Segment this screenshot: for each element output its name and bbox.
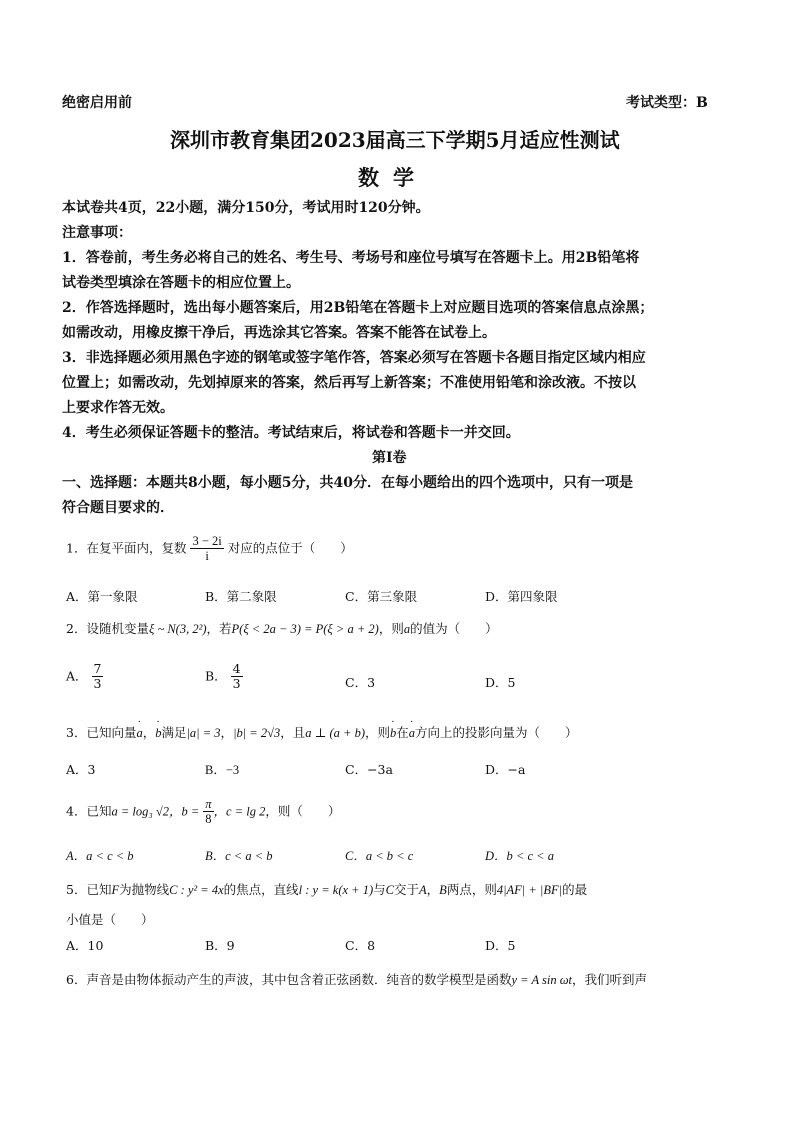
q2-option-b[interactable] [205,662,243,692]
fraction-numerator: 7 [93,661,102,676]
vector-a: · a [409,726,415,741]
question-text: 的焦点，直线 [223,882,299,897]
question-text: 对应的点位于（ ） [227,540,353,556]
q4-option-a[interactable]: A．a < c < b [66,849,134,863]
notes-heading: 注意事项： [62,225,132,241]
question-text: 交于 [394,882,420,897]
question-text: 方向上的投影向量为（ ） [415,725,578,740]
question-text: 满足 [161,725,187,740]
parabola-expr: C : y² = 4x [169,883,224,897]
note-line: 如需改动，用橡皮擦干净后，再选涂其它答案。答案不能答在试卷上。 [62,325,496,341]
complex-fraction [190,534,223,564]
question-text: 的最 [562,882,588,897]
q1-option-b[interactable]: B．第二象限 [205,589,277,604]
probability-condition: P(ξ < 2a − 3) = P(ξ > a + 2) [231,622,379,636]
note-line: 试卷类型填涂在答题卡的相应位置上。 [62,275,300,291]
question-text: ，则 [365,725,391,740]
note-line: 上要求作答无效。 [62,400,174,416]
question-text: ，则（ ） [265,803,341,819]
question-text: 2．设随机变量 [66,621,149,636]
condition-a-norm: |a| = 3 [186,726,221,740]
q1-option-d[interactable]: D．第四象限 [485,589,558,604]
fraction-denominator: 3 [232,676,241,692]
condition-b-norm: |b| = 2√3 [233,726,281,740]
question-text: ，我们听到声 [572,972,648,987]
fraction-numerator: π [205,797,212,811]
q3-option-a[interactable]: A．3 [66,762,96,777]
point-A: A [419,883,427,897]
question-text: ，若 [206,621,232,636]
question-5 [66,880,587,898]
q2-option-a[interactable] [66,662,103,692]
question-text: ，且 [280,725,306,740]
fraction-numerator: 4 [232,661,241,676]
vector-a: · a [136,726,142,741]
fraction-denominator: 8 [205,812,212,827]
page-title: 深圳市教育集团2023届高三下学期5月适应性测试 [170,128,620,152]
question-text: 5．已知 [66,882,112,897]
fraction-denominator: i [205,549,209,564]
distance-expr: 4|AF| + |BF| [496,883,563,897]
q5-option-b[interactable]: B．9 [205,938,235,953]
question-1 [66,534,353,564]
variable-a: a [403,622,411,636]
question-4 [66,797,340,827]
fraction-numerator: 3 − 2i [192,534,222,548]
c-expression: ，c = lg 2 [213,804,266,819]
option-fraction [231,662,243,692]
separator: ， [426,882,440,897]
q4-option-b[interactable]: B．c < a < b [205,849,273,863]
point-B: B [439,883,447,897]
question-text: 的值为（ ） [410,621,498,636]
sine-model-expr: y = A sin ωt [511,973,573,987]
note-line: 4．考生必须保证答题卡的整洁。考试结束后，将试卷和答题卡一并交回。 [62,425,520,441]
confidential-label: 绝密启用前 [62,95,132,111]
question-2 [66,619,498,637]
question-text: 为抛物线 [119,882,170,897]
question-text: 在 [396,725,409,740]
question-6 [66,970,647,988]
note-line: 1．答卷前，考生务必将自己的姓名、考生号、考场号和座位号填写在答题卡上。用2B铅笔将 [62,250,640,266]
note-line: 3．非选择题必须用黑色字迹的钢笔或签字笔作答，答案必须写在答题卡各题目指定区域内相应 [62,350,646,366]
distribution-expr: ξ ~ N(3, 2²) [148,622,207,636]
line-expr: l : y = k(x + 1) [298,883,374,897]
q4-option-c[interactable]: C．a < b < c [345,849,414,863]
curve-C: C [385,883,394,897]
q1-option-a[interactable]: A．第一象限 [66,589,138,604]
q5-option-d[interactable]: D．5 [485,938,516,953]
exam-intro: 本试卷共4页，22小题，满分150分，考试用时120分钟。 [62,200,430,216]
b-expression-prefix: ，b = [168,804,200,819]
question-text: 6．声音是由物体振动产生的声波，其中包含着正弦函数．纯音的数学模型是函数 [66,972,512,987]
fraction-denominator: 3 [93,676,102,692]
q2-option-d[interactable]: D．5 [485,675,516,690]
section-heading-cont: 符合题目要求的． [62,500,174,516]
separator: ， [220,725,234,740]
question-5-cont: 小值是（ ） [66,912,154,927]
q3-option-b[interactable]: B．−3 [205,763,240,777]
q5-option-c[interactable]: C．8 [345,938,376,953]
section-heading: 一、选择题：本题共8小题，每小题5分，共40分．在每小题给出的四个选项中，只有一项是 [62,475,633,491]
question-text: 与 [373,882,386,897]
q4-option-d[interactable]: D．b < c < a [485,849,554,863]
vector-b: · b [155,726,161,741]
question-3 [66,723,578,741]
exam-type-label: 考试类型：B [626,95,708,111]
separator: ， [142,725,156,740]
q5-option-a[interactable]: A．10 [66,938,104,953]
question-text: 3．已知向量 [66,725,137,740]
focus-F: F [111,883,120,897]
question-text: ，则 [378,621,404,636]
note-line: 位置上；如需改动，先划掉原来的答案，然后再写上新答案；不准使用铅笔和涂改液。不按以 [62,375,636,391]
note-line: 2．作答选择题时，选出每小题答案后，用2B铅笔在答题卡上对应题目选项的答案信息点涂黑； [62,300,654,316]
question-text: 4．已知 [66,803,112,819]
pi-over-8 [203,797,213,827]
q2-option-c[interactable]: C．3 [345,675,376,690]
vector-b: · b [390,726,396,741]
q3-option-c[interactable]: C．−3a [345,762,393,777]
q1-option-c[interactable]: C．第三象限 [345,589,418,604]
option-label: B． [205,668,227,684]
a-expression: a = log₃ √2 [111,804,169,819]
perpendicular-condition: a ⊥ (a + b) [305,726,366,740]
question-text: 1．在复平面内，复数 [66,540,187,556]
question-text: 两点，则 [446,882,497,897]
option-fraction [92,662,104,692]
subject-title: 数学 [358,165,428,190]
volume-heading: 第Ⅰ卷 [372,450,407,466]
option-label: A． [66,668,88,684]
q3-option-d[interactable]: D．−a [485,762,526,777]
